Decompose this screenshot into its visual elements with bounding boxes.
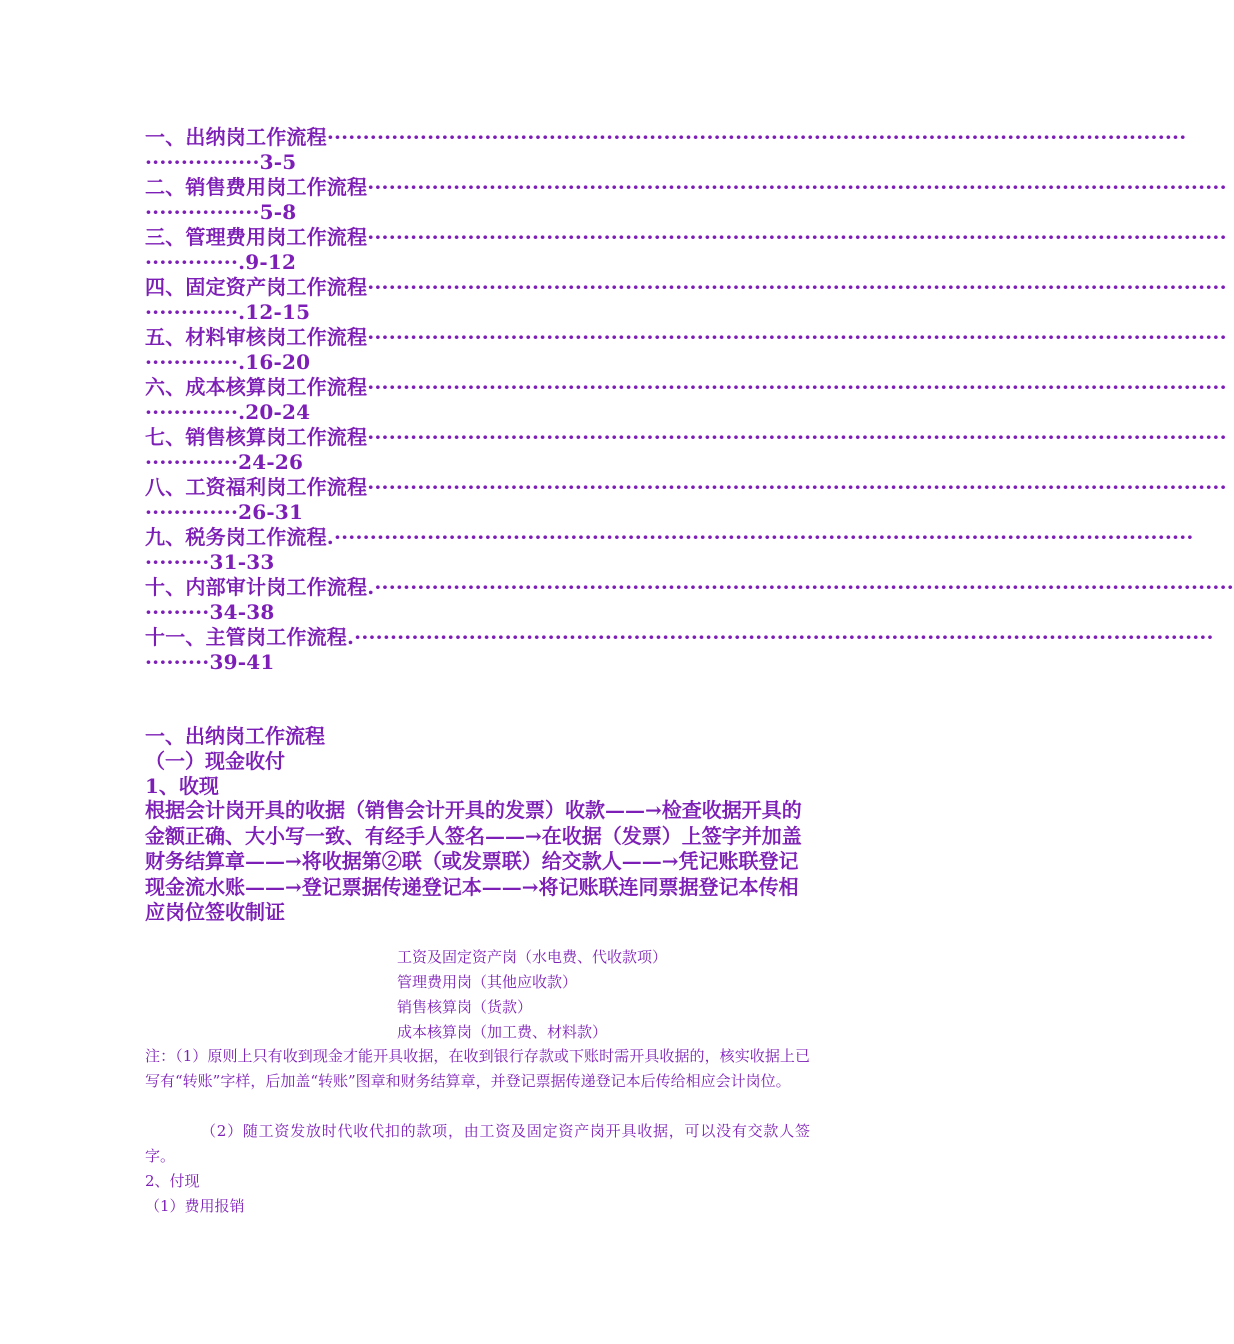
toc-leader: ························································································································ [367,425,1227,449]
toc-page-number: 5-8 [259,200,297,224]
toc-entry-page-line [145,400,810,425]
toc-page-number: .20-24 [238,400,311,424]
toc-leader: ············· [145,500,239,524]
toc-title-text: 一、出纳岗工作流程 [145,125,327,149]
subsection-title: （一）现金收付 [145,749,285,773]
toc-entry-page-line [145,350,810,375]
toc-entry-title [145,275,1227,300]
toc-entry-page-line [145,150,810,175]
toc-entry-title [145,425,1227,450]
sub-item-expense-reimbursement: （1）费用报销 [145,1197,245,1215]
toc-entry[interactable] [145,225,1227,275]
toc-leader: ············· [145,450,239,474]
toc-entry-page-line [145,600,810,625]
toc-title-text: 七、销售核算岗工作流程 [145,425,368,449]
toc-entry[interactable] [145,325,1227,375]
toc-leader: ············· [145,400,239,424]
toc-entry[interactable] [145,575,1234,625]
item-heading: 1、收现 [145,774,219,798]
toc-entry-title [145,225,1227,250]
toc-entry-page-line [145,450,810,475]
toc-entry-title [145,375,1227,400]
toc-entry-page-line [145,200,810,225]
toc-title-text: 五、材料审核岗工作流程 [145,325,368,349]
toc-title-text: 九、税务岗工作流程. [145,525,334,549]
toc-leader: ························································································································ [354,625,1214,649]
post-item: 成本核算岗（加工费、材料款） [397,1023,608,1041]
toc-leader: ············· [145,250,239,274]
toc-page-number: 31-33 [209,550,275,574]
note-2: （2）随工资发放时代收代扣的款项，由工资及固定资产岗开具收据，可以没有交款人签字。 [145,1122,810,1165]
item-heading-payment: 2、付现 [145,1172,200,1190]
toc-leader: ························································································································ [326,125,1187,149]
toc-page-number: .9-12 [238,250,297,274]
toc-leader: ············· [145,300,239,324]
toc-entry[interactable] [145,475,1227,525]
toc-page-number: .12-15 [238,300,311,324]
post-item: 销售核算岗（货款） [397,998,533,1016]
toc-leader: ························································································································ [367,375,1227,399]
toc-page-number: 3-5 [259,150,297,174]
toc-entry-page-line [145,500,810,525]
post-item: 管理费用岗（其他应收款） [397,973,578,991]
toc-entry[interactable] [145,625,1214,675]
toc-page-number: 26-31 [238,500,304,524]
toc-leader: ········· [145,600,210,624]
toc-page-number: 39-41 [209,650,275,674]
toc-entry[interactable] [145,525,1194,575]
toc-page-number: 24-26 [238,450,304,474]
toc-entry-page-line [145,650,810,675]
toc-title-text: 三、管理费用岗工作流程 [145,225,368,249]
section-title: 一、出纳岗工作流程 [145,724,325,748]
post-list [397,945,667,1045]
toc-title-text: 二、销售费用岗工作流程 [145,175,368,199]
toc-page-number: .16-20 [238,350,311,374]
toc-leader: ········· [145,650,210,674]
toc-entry-title [145,525,1194,550]
toc-entry-page-line [145,550,810,575]
cash-receipt-procedure: 根据会计岗开具的收据（销售会计开具的发票）收款——→检查收据开具的金额正确、大小写一致、有经手人签名——→在收据（发票）上签字并加盖财务结算章——→将收据第②联（或发票联）给交款人——→凭记账联登记现金流水账——→登记票据传递登记本——→将记账联连同票据登记本传相应岗位签收制证 [145,798,802,924]
toc-entry[interactable] [145,175,1227,225]
note-1: 注：（1）原则上只有收到现金才能开具收据，在收到银行存款或下账时需开具收据的，核实收据上已写有“转账”字样，后加盖“转账”图章和财务结算章，并登记票据传递登记本后传给相应会计岗位。 [145,1047,810,1090]
toc-entry[interactable] [145,375,1227,425]
toc-entry-title [145,125,1187,150]
post-item: 工资及固定资产岗（水电费、代收款项） [397,948,668,966]
toc-leader: ················ [145,150,260,174]
toc-entry-title [145,575,1234,600]
table-of-contents [145,125,1234,675]
toc-leader: ························································································································ [374,575,1234,599]
toc-leader: ························································································································ [367,325,1227,349]
toc-title-text: 十一、主管岗工作流程. [145,625,355,649]
toc-leader: ························································································································ [367,275,1227,299]
toc-entry-title [145,475,1227,500]
toc-leader: ························································································································ [333,525,1194,549]
toc-entry[interactable] [145,275,1227,325]
toc-leader: ············· [145,350,239,374]
toc-entry[interactable] [145,425,1227,475]
toc-entry-page-line [145,300,810,325]
toc-entry-title [145,625,1214,650]
toc-leader: ················ [145,200,260,224]
toc-entry-title [145,325,1227,350]
toc-title-text: 六、成本核算岗工作流程 [145,375,368,399]
toc-leader: ························································································································ [367,475,1227,499]
toc-entry-title [145,175,1227,200]
toc-entry[interactable] [145,125,1187,175]
toc-leader: ························································································································ [367,225,1227,249]
toc-entry-page-line [145,250,810,275]
toc-leader: ························································································································ [367,175,1227,199]
toc-title-text: 四、固定资产岗工作流程 [145,275,368,299]
toc-title-text: 八、工资福利岗工作流程 [145,475,368,499]
toc-title-text: 十、内部审计岗工作流程. [145,575,375,599]
toc-leader: ········· [145,550,210,574]
toc-page-number: 34-38 [209,600,275,624]
